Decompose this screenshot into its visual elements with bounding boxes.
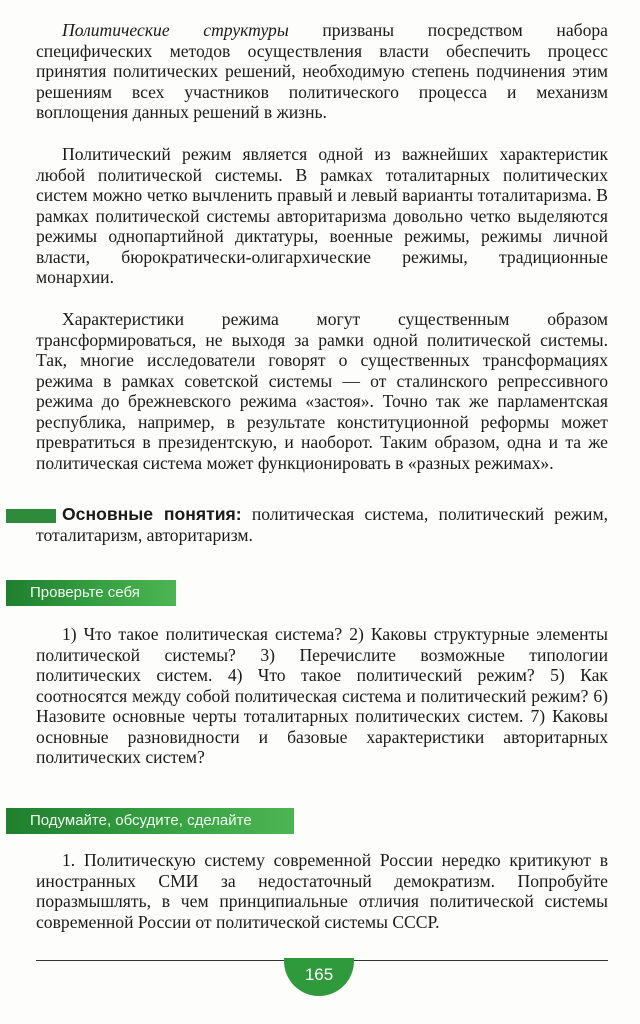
paragraph-political-structures: [36, 20, 608, 123]
term-political-structures: Политические структуры: [62, 20, 289, 40]
think-discuss-task: 1. Политическую систему современной России нередко критикуют в иностранных СМИ за недостаточный демократизм. Попробуйте поразмышлять, в чем принципиальные отличия политической системы современной России от политической системы СССР.: [36, 850, 608, 932]
key-concepts-label: Основные понятия:: [62, 504, 242, 524]
check-yourself-heading: Проверьте себя: [6, 580, 176, 606]
key-concepts-text: политическая система, политический режим, тоталитаризм, авторитаризм.: [36, 504, 609, 545]
paragraph-political-regime: Политический режим является одной из важнейших характеристик любой политической системы. В рамках тоталитарных политических систем можно четко вычленить правый и левый варианты тоталитаризма. В рамках политической системы авторитаризма довольно четко выделяются режимы однопартийной диктатуры, военные режимы, режимы личной власти, бюрократически-олигархические режимы, традиционные монархии.: [36, 144, 608, 287]
check-yourself-questions: 1) Что такое политическая система? 2) Каковы структурные элементы политической системы? 3) Перечислите возможные типологии политических систем. 4) Что такое политический режим? 5) Как соотносятся между собой политическая система и политический режим? 6) Назовите основные черты тоталитарных политических систем. 7) Каковы основные разновидности и базовые характеристики авторитарных политических систем?: [36, 624, 608, 767]
key-concepts: [36, 504, 608, 545]
think-discuss-heading: Подумайте, обсудите, сделайте: [6, 808, 294, 834]
paragraph-regime-transformation: Характеристики режима могут существенным образом трансформироваться, не выходя за рамки одной политической системы. Так, многие исследователи говорят о существенных трансформациях режима в рамках советской системы — от сталинского репрессивного режима до брежневского режима «застоя». Точно так же парламентская республика, например, в результате конституционной реформы может превратиться в президентскую, и наоборот. Таким образом, одна и та же политическая система может функционировать в «разных режимах».: [36, 309, 608, 473]
page-number: 165: [284, 958, 354, 996]
paragraph-text: призваны посредством набора специфических методов осуществления власти обеспечить процесс принятия политических решений, необходимую степень подчинения этим решениям всех участников политического процесса и механизм воплощения данных решений в жизнь.: [36, 20, 608, 122]
